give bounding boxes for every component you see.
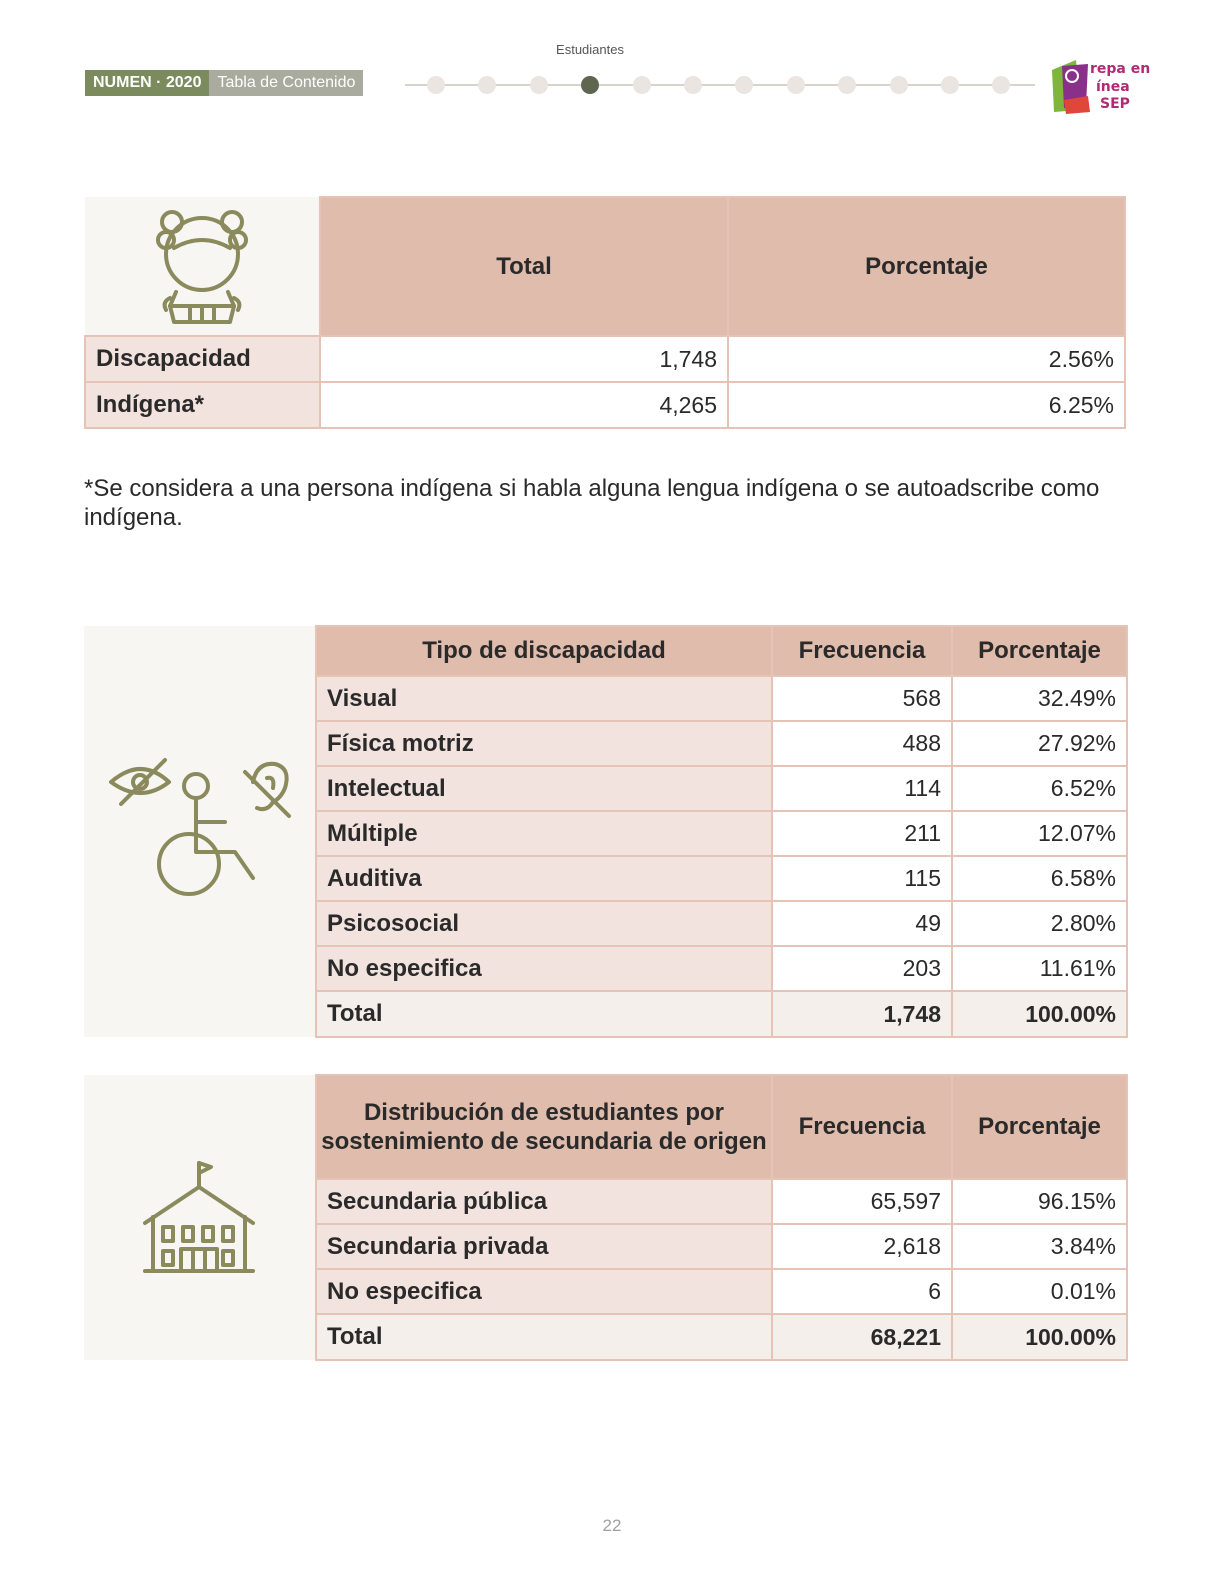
section-dot-8[interactable] bbox=[787, 76, 805, 94]
row-pct: 2.56% bbox=[728, 336, 1125, 382]
row-pct: 27.92% bbox=[952, 721, 1127, 766]
school-table bbox=[84, 1074, 1128, 1361]
row-freq: 2,618 bbox=[772, 1224, 952, 1269]
total-label: Total bbox=[316, 1314, 772, 1360]
row-label: Indígena* bbox=[85, 382, 320, 428]
row-freq: 65,597 bbox=[772, 1179, 952, 1224]
school-icon-cell bbox=[84, 1075, 316, 1360]
row-pct: 96.15% bbox=[952, 1179, 1127, 1224]
row-freq: 6 bbox=[772, 1269, 952, 1314]
col-type-header: Distribución de estudiantes por sostenimiento de secundaria de origen bbox=[316, 1075, 772, 1179]
row-label: Intelectual bbox=[316, 766, 772, 811]
row-total: 4,265 bbox=[320, 382, 728, 428]
row-freq: 49 bbox=[772, 901, 952, 946]
total-label: Total bbox=[316, 991, 772, 1037]
row-label: Física motriz bbox=[316, 721, 772, 766]
section-dot-10[interactable] bbox=[890, 76, 908, 94]
row-freq: 568 bbox=[772, 676, 952, 721]
section-dot-12[interactable] bbox=[992, 76, 1010, 94]
section-dot-11[interactable] bbox=[941, 76, 959, 94]
header-badge[interactable] bbox=[85, 70, 363, 96]
col-total-header: Total bbox=[320, 197, 728, 336]
col-freq-header: Frecuencia bbox=[772, 626, 952, 676]
row-label: Auditiva bbox=[316, 856, 772, 901]
toc-link[interactable]: Tabla de Contenido bbox=[209, 70, 363, 96]
row-label: Psicosocial bbox=[316, 901, 772, 946]
section-dot-5[interactable] bbox=[633, 76, 651, 94]
row-pct: 32.49% bbox=[952, 676, 1127, 721]
row-total: 1,748 bbox=[320, 336, 728, 382]
total-freq: 68,221 bbox=[772, 1314, 952, 1360]
row-label: Visual bbox=[316, 676, 772, 721]
row-pct: 2.80% bbox=[952, 901, 1127, 946]
col-freq-header: Frecuencia bbox=[772, 1075, 952, 1179]
section-dot-1[interactable] bbox=[427, 76, 445, 94]
row-pct: 6.25% bbox=[728, 382, 1125, 428]
row-label: Secundaria pública bbox=[316, 1179, 772, 1224]
section-dot-4[interactable] bbox=[581, 76, 599, 94]
logo-text-3: SEP bbox=[1100, 96, 1130, 112]
row-pct: 11.61% bbox=[952, 946, 1127, 991]
school-icon bbox=[85, 1153, 314, 1283]
row-label: No especifica bbox=[316, 1269, 772, 1314]
child-icon bbox=[86, 198, 318, 334]
row-label: Secundaria privada bbox=[316, 1224, 772, 1269]
table-row bbox=[85, 336, 1125, 382]
col-type-header: Tipo de discapacidad bbox=[316, 626, 772, 676]
row-freq: 488 bbox=[772, 721, 952, 766]
col-pct-header: Porcentaje bbox=[952, 1075, 1127, 1179]
summary-table bbox=[84, 196, 1126, 429]
section-dot-9[interactable] bbox=[838, 76, 856, 94]
disability-table bbox=[84, 625, 1128, 1038]
section-title: Estudiantes bbox=[556, 42, 624, 57]
row-freq: 115 bbox=[772, 856, 952, 901]
total-pct: 100.00% bbox=[952, 991, 1127, 1037]
row-freq: 211 bbox=[772, 811, 952, 856]
col-pct-header: Porcentaje bbox=[952, 626, 1127, 676]
row-label: Múltiple bbox=[316, 811, 772, 856]
section-dot-3[interactable] bbox=[530, 76, 548, 94]
logo-text-2: ínea bbox=[1096, 79, 1130, 95]
total-freq: 1,748 bbox=[772, 991, 952, 1037]
logo-text-1: repa en bbox=[1090, 61, 1151, 77]
section-dot-2[interactable] bbox=[478, 76, 496, 94]
section-progress bbox=[405, 84, 1035, 86]
row-label: Discapacidad bbox=[85, 336, 320, 382]
brand-label: NUMEN · 2020 bbox=[85, 70, 209, 96]
page-number: 22 bbox=[602, 1516, 622, 1535]
row-label: No especifica bbox=[316, 946, 772, 991]
row-pct: 3.84% bbox=[952, 1224, 1127, 1269]
row-pct: 0.01% bbox=[952, 1269, 1127, 1314]
disability-icon bbox=[85, 742, 314, 922]
total-pct: 100.00% bbox=[952, 1314, 1127, 1360]
child-icon-cell bbox=[85, 197, 320, 336]
prepa-en-linea-logo bbox=[1050, 56, 1151, 116]
footnote: *Se considera a una persona indígena si habla alguna lengua indígena o se autoadscribe como indígena. bbox=[84, 475, 1100, 531]
row-freq: 114 bbox=[772, 766, 952, 811]
section-dot-7[interactable] bbox=[735, 76, 753, 94]
row-pct: 6.58% bbox=[952, 856, 1127, 901]
section-dot-6[interactable] bbox=[684, 76, 702, 94]
row-pct: 12.07% bbox=[952, 811, 1127, 856]
table-row bbox=[85, 382, 1125, 428]
row-freq: 203 bbox=[772, 946, 952, 991]
col-pct-header: Porcentaje bbox=[728, 197, 1125, 336]
disability-icon-cell bbox=[84, 626, 316, 1037]
row-pct: 6.52% bbox=[952, 766, 1127, 811]
